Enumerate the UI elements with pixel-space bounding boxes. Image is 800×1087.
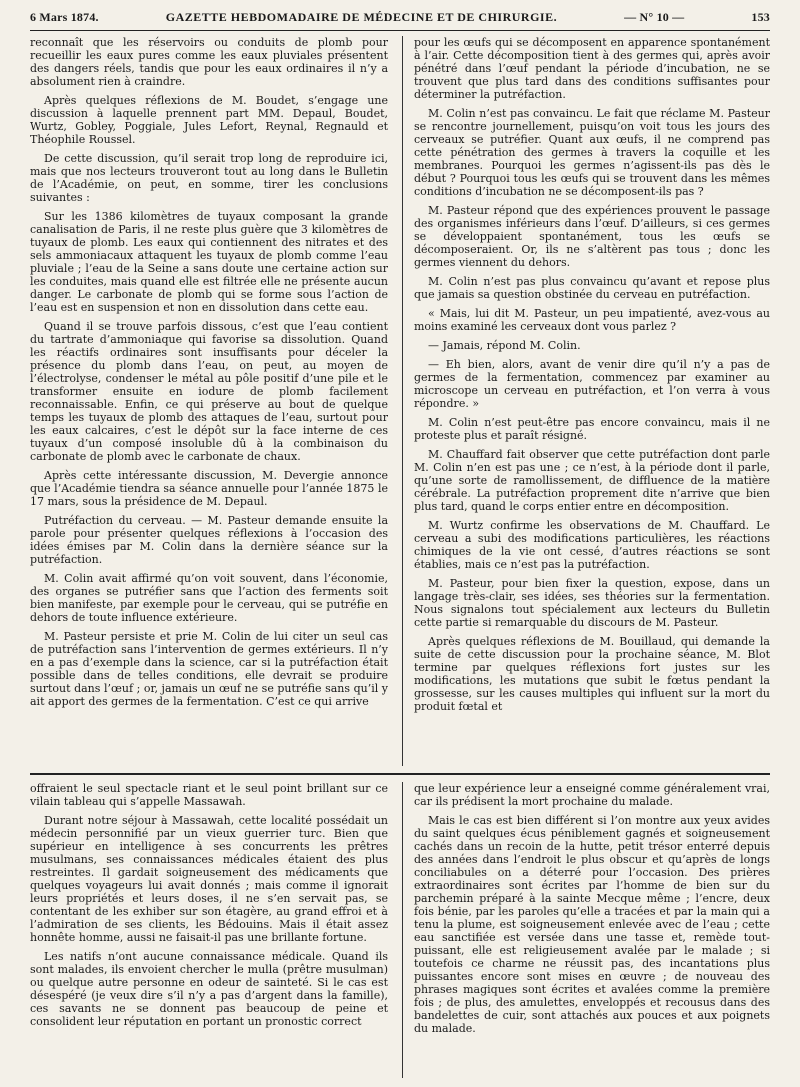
paragraph: M. Pasteur, pour bien fixer la question, expose, dans un langage très-clair, ses idées, ses théories sur la fermentation. Nous signalons tout spécialement aux lecteurs du Bulletin cette partie si remarquable du discours de M. Pasteur.: [414, 577, 770, 629]
paragraph: Les natifs n’ont aucune connaissance médicale. Quand ils sont malades, ils envoient chercher le mulla (prêtre musulman) ou quelque autre personne en odeur de sainteté. Si le cas est désespéré (je veux dire s’il n’y a pas d’argent dans la famille), ces savants ne se donnent pas beaucoup de peine et consolident leur réputation en portant un pronostic correct: [30, 950, 388, 1028]
section-rule: [30, 773, 770, 775]
paragraph: — Jamais, répond M. Colin.: [428, 339, 581, 352]
paragraph: Quand il se trouve parfois dissous, c’est que l’eau contient du tartrate d’ammoniaque qui favorise sa dissolution. Quand les réactifs ordinaires sont insuffisants pour déceler la présence du plomb dans l’eau, on peut, au moyen de l’électrolyse, condenser le métal au pôle positif d’une pile et le transformer ensuite en iodure de plomb facilement reconnaissable. Enfin, ce qui préserve au bout de quelque temps les tuyaux de plomb des attaques de l’eau, surtout pour les eaux calcaires, c’est le dépôt sur la face interne de ces tuyaux d’un composé insoluble dû à la combinaison du carbonate de plomb avec le carbonate de chaux.: [30, 320, 388, 463]
paragraph: M. Colin n’est peut-être pas encore convaincu, mais il ne proteste plus et paraît résigné.: [414, 416, 770, 442]
journal-title: GAZETTE HEBDOMADAIRE DE MÉDECINE ET DE CHIRURGIE.: [165, 9, 558, 24]
paragraph: « Mais, lui dit M. Pasteur, un peu impatienté, avez-vous au moins examiné les cerveaux dont vous parlez ?: [414, 307, 770, 333]
paragraph: M. Wurtz confirme les observations de M. Chauffard. Le cerveau a subi des modifications particulières, les réactions chimiques de la vie ont cessé, d’autres réactions se sont établies, mais ce n’est pas la putréfaction.: [414, 519, 770, 571]
paragraph: Après quelques réflexions de M. Bouillaud, qui demande la suite de cette discussion pour la prochaine séance, M. Blot termine par quelques réflexions fort justes sur les modifications, les mutations que subit le fœtus pendant la grossesse, sur les causes multiples qui influent sur la mort du produit fœtal et: [414, 635, 770, 713]
page-number: 153: [751, 9, 770, 24]
paragraph: — Eh bien, alors, avant de venir dire qu’il n’y a pas de germes de la fermentation, commencez par examiner au microscope un cerveau en putréfaction, et l’on verra à vous répondre. »: [414, 358, 770, 410]
paragraph: M. Pasteur persiste et prie M. Colin de lui citer un seul cas de putréfaction sans l’intervention de germes extérieurs. Il n’y en a pas d’exemple dans la science, car si la putréfaction était possible dans de telles conditions, elle devrait se produire surtout dans l’œuf ; or, jamais un œuf ne se putréfie sans qu’il y ait apport des germes de la fermentation. C’est ce qui arrive: [30, 630, 388, 708]
header-rule: [30, 30, 770, 31]
bottom-left-column: [30, 782, 388, 1082]
section-paragraph: Putréfaction du cerveau. — M. Pasteur demande ensuite la parole pour présenter quelques réflexions à l’occasion des idées émises par M. Colin dans la dernière séance sur la putréfaction.: [30, 514, 388, 566]
running-header: [30, 6, 770, 28]
paragraph: Après cette intéressante discussion, M. Devergie annonce que l’Académie tiendra sa séance annuelle pour l’année 1875 le 17 mars, sous la présidence de M. Depaul.: [30, 469, 388, 508]
paragraph: M. Chauffard fait observer que cette putréfaction dont parle M. Colin n’en est pas une ; ce n’est, à la période dont il parle, qu’une sorte de ramollissement, de diffluence de la matière cérébrale. La putréfaction proprement dite n’arrive que bien plus tard, quand le corps entier entre en décomposition.: [414, 448, 770, 513]
issue-date: 6 Mars 1874.: [30, 9, 99, 24]
paragraph: M. Pasteur répond que des expériences prouvent le passage des organismes inférieurs dans l’œuf. D’ailleurs, si ces germes se développaient spontanément, tous les œufs se décomposeraient. Or, ils ne s’altèrent pas tous ; donc les germes viennent du dehors.: [414, 204, 770, 269]
top-left-column: [30, 36, 388, 766]
paragraph: offraient le seul spectacle riant et le seul point brillant sur ce vilain tableau qui s’appelle Massawah.: [30, 782, 388, 808]
top-right-column: [414, 36, 770, 766]
paragraph: De cette discussion, qu’il serait trop long de reproduire ici, mais que nos lecteurs trouveront tout au long dans le Bulletin de l’Académie, on peut, en somme, tirer les conclusions suivantes :: [30, 152, 388, 204]
column-divider: [402, 36, 403, 766]
paragraph: M. Colin avait affirmé qu’on voit souvent, dans l’économie, des organes se putréfier sans que l’action des ferments soit bien manifeste, par exemple pour le cerveau, qui se putréfie en dehors de toute influence extérieure.: [30, 572, 388, 624]
paragraph: Durant notre séjour à Massawah, cette localité possédait un médecin personnifié par un vieux guerrier turc. Bien que supérieur en intelligence à ses concurrents les prêtres musulmans, ses connaissances médicales étaient des plus restreintes. Il gardait soigneusement des médicaments que quelques voyageurs lui avait donnés ; mais comme il ignorait leurs propriétés et leurs doses, il ne s’en servait pas, se contentant de les exhiber sur son étagère, au grand effroi et à l’admiration de ses clients, les Bédouins. Mais il était assez honnête homme, aussi ne faisait-il pas une brillante fortune.: [30, 814, 388, 944]
paragraph: Après quelques réflexions de M. Boudet, s’engage une discussion à laquelle prennent part MM. Depaul, Boudet, Wurtz, Gobley, Poggiale, Jules Lefort, Reynal, Regnauld et Théophile Roussel.: [30, 94, 388, 146]
paragraph: que leur expérience leur a enseigné comme généralement vrai, car ils prédisent la mort prochaine du malade.: [414, 782, 770, 808]
paragraph: M. Colin n’est pas plus convaincu qu’avant et repose plus que jamais sa question obstinée du cerveau en putréfaction.: [414, 275, 770, 301]
paragraph: pour les œufs qui se décomposent en apparence spontanément à l’air. Cette décomposition tient à des germes qui, après avoir pénétré dans l’œuf pendant la période d’incubation, ne se trouvent que plus tard dans des conditions suffisantes pour déterminer la putréfaction.: [414, 36, 770, 101]
bottom-right-column: [414, 782, 770, 1082]
issue-number: — N° 10 —: [624, 9, 685, 24]
paragraph: reconnaît que les réservoirs ou conduits de plomb pour recueillir les eaux pures comme les eaux pluviales présentent des dangers réels, tandis que pour les eaux ordinaires il n’y a absolument rien à craindre.: [30, 36, 388, 88]
paragraph: Mais le cas est bien différent si l’on montre aux yeux avides du saint quelques écus péniblement gagnés et soigneusement cachés dans un recoin de la hutte, petit trésor enterré depuis des années dans l’endroit le plus obscur et qu’après de longs conciliabules on a déterré pour l’occasion. Des prières extraordinaires sont écrites par l’homme de bien sur du parchemin préparé à la sainte Mecque même ; l’encre, deux fois bénie, par les paroles qu’elle a tracées et par la main qui a tenu la plume, est soigneusement enlevée avec de l’eau ; cette eau sanctifiée est versée dans une tasse et, remède tout-puissant, elle est religieusement avalée par le malade ; si toutefois ce charme ne réussit pas, des incantations plus puissantes encore sont mises en œuvre ; de nouveau des phrases magiques sont écrites et avalées comme la première fois ; de plus, des amulettes, enveloppés et recousus dans des bandelettes de cuir, sont attachés aux pouces et aux poignets du malade.: [414, 814, 770, 1035]
column-divider: [402, 782, 403, 1078]
paragraph: Sur les 1386 kilomètres de tuyaux composant la grande canalisation de Paris, il ne reste plus guère que 3 kilomètres de tuyaux de plomb. Les eaux qui contiennent des nitrates et des sels ammoniacaux attaquent les tuyaux de plomb comme l’eau pluviale ; l’eau de la Seine a sans doute une certaine action sur les conduites, mais quand elle est filtrée elle ne présente aucun danger. Le carbonate de plomb qui se forme sous l’action de l’eau est en suspension et non en dissolution dans cette eau.: [30, 210, 388, 314]
paragraph: M. Colin n’est pas convaincu. Le fait que réclame M. Pasteur se rencontre journellement, puisqu’on voit tous les jours des cerveaux se putréfier. Quant aux œufs, il ne comprend pas cette pénétration des germes à travers la coquille et les membranes. Pourquoi les germes n’agissent-ils pas dès le début ? Pourquoi tous les œufs qui se trouvent dans les mêmes conditions d’incubation ne se décomposent-ils pas ?: [414, 107, 770, 198]
